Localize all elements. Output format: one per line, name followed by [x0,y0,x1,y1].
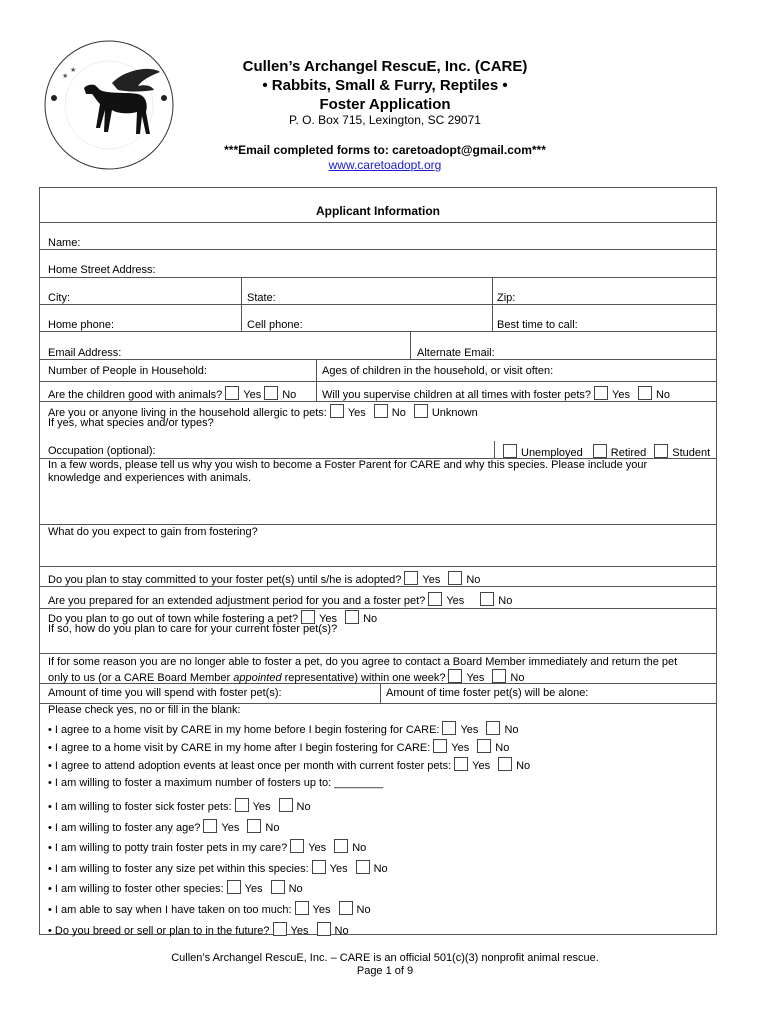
street-field[interactable]: Home Street Address: [48,264,156,276]
potty-no-checkbox[interactable] [334,839,348,853]
other-species-no-checkbox[interactable] [271,880,285,894]
too-much-no-checkbox[interactable] [339,901,353,915]
breed-sell-item [48,922,349,938]
adoption-events-yes-checkbox[interactable] [454,757,468,771]
breed-sell-no-checkbox[interactable] [317,922,331,936]
no-label: No [466,574,481,586]
applicant-form [39,187,717,935]
no-label: No [391,407,406,419]
out-of-town-no-checkbox[interactable] [345,610,359,624]
no-label: No [495,742,510,754]
student-checkbox[interactable] [654,444,668,458]
alt-email-field[interactable]: Alternate Email: [417,347,495,359]
yes-label: Yes [290,925,309,937]
committed-yes-checkbox[interactable] [404,571,418,585]
adjustment-no-checkbox[interactable] [480,592,494,606]
no-label: No [498,595,513,607]
yes-label: Yes [451,742,470,754]
any-size-label: • I am willing to foster any size pet within this species: [48,863,309,875]
yes-label: Yes [329,863,348,875]
checklist-intro: Please check yes, no or fill in the blank: [48,704,241,716]
sick-item [48,798,311,814]
breed-sell-label: • Do you breed or sell or plan to in the future? [48,925,270,937]
sick-no-checkbox[interactable] [279,798,293,812]
any-size-item [48,860,388,876]
potty-yes-checkbox[interactable] [290,839,304,853]
care-logo [42,38,176,172]
committed-no-checkbox[interactable] [448,571,462,585]
supervise-yes-checkbox[interactable] [594,386,608,400]
no-label: No [288,883,303,895]
no-label: No [504,724,519,736]
return-pet-question-2 [48,669,524,685]
too-much-item [48,901,371,917]
return-pet-text-a: only to us (or a CARE Board Member [48,672,234,684]
visit-before-no-checkbox[interactable] [486,721,500,735]
potty-label: • I am willing to potty train foster pets in my care? [48,842,288,854]
time-alone-field[interactable]: Amount of time foster pet(s) will be alone: [386,687,589,699]
out-of-town-label: Do you plan to go out of town while fostering a pet? [48,613,299,625]
adoption-events-label: • I agree to attend adoption events at least once per month with current foster pets: [48,760,452,772]
allergy-unknown-checkbox[interactable] [414,404,428,418]
org-name: Cullen’s Archangel RescuE, Inc. (CARE) [242,58,528,75]
visit-after-yes-checkbox[interactable] [433,739,447,753]
email-field[interactable]: Email Address: [48,347,122,359]
unemployed-checkbox[interactable] [503,444,517,458]
retired-checkbox[interactable] [593,444,607,458]
visit-before-yes-checkbox[interactable] [442,721,456,735]
yes-label: Yes [446,595,465,607]
allergy-no-checkbox[interactable] [374,404,388,418]
adoption-events-no-checkbox[interactable] [498,757,512,771]
yes-label: Yes [312,904,331,916]
visit-after-label: • I agree to a home visit by CARE in my home after I begin fostering for CARE: [48,742,431,754]
children-good-label: Are the children good with animals? [48,389,223,401]
children-good-question [48,386,296,402]
no-label: No [363,613,378,625]
no-label: No [265,822,280,834]
no-label: No [352,842,367,854]
potty-item [48,839,366,855]
name-field[interactable]: Name: [48,237,81,249]
other-species-label: • I am willing to foster other species: [48,883,224,895]
yes-label: Yes [252,801,271,813]
visit-before-item [48,721,519,737]
return-pet-text-b: appointed [233,672,282,684]
state-field[interactable]: State: [247,292,276,304]
city-field[interactable]: City: [48,292,70,304]
return-pet-yes-checkbox[interactable] [448,669,462,683]
yes-label: Yes [422,574,441,586]
svg-text:★: ★ [62,73,69,80]
any-size-no-checkbox[interactable] [356,860,370,874]
footer-note: Cullen’s Archangel RescuE, Inc. – CARE is an official 501(c)(3) nonprofit animal rescue. [171,952,599,964]
sick-yes-checkbox[interactable] [235,798,249,812]
home-phone-field[interactable]: Home phone: [48,319,115,331]
committed-label: Do you plan to stay committed to your foster pet(s) until s/he is adopted? [48,574,402,586]
yes-label: Yes [466,672,485,684]
allergy-label: Are you or anyone living in the household allergic to pets: [48,407,327,419]
visit-after-no-checkbox[interactable] [477,739,491,753]
yes-label: Yes [612,389,630,401]
adjustment-label: Are you prepared for an extended adjustment period for you and a foster pet? [48,595,426,607]
other-species-yes-checkbox[interactable] [227,880,241,894]
no-label: No [356,904,371,916]
allergy-yes-checkbox[interactable] [330,404,344,418]
any-age-no-checkbox[interactable] [247,819,261,833]
breed-sell-yes-checkbox[interactable] [273,922,287,936]
other-species-item [48,880,303,896]
yes-label: Yes [221,822,240,834]
children-good-yes-checkbox[interactable] [225,386,239,400]
supervise-no-checkbox[interactable] [638,386,652,400]
return-pet-text-c: representative) within one week? [281,672,446,684]
any-age-label: • I am willing to foster any age? [48,822,201,834]
no-label: No [516,760,531,772]
adjustment-yes-checkbox[interactable] [428,592,442,606]
children-ages-field[interactable]: Ages of children in the household, or visit often: [322,365,554,377]
out-of-town-followup[interactable]: If so, how do you plan to care for your current foster pet(s)? [48,623,338,635]
form-title: Foster Application [319,96,451,113]
best-time-field[interactable]: Best time to call: [497,319,578,331]
yes-label: Yes [460,724,479,736]
unemployed-label: Unemployed [521,447,583,459]
svg-text:★: ★ [70,67,77,74]
household-count-field[interactable]: Number of People in Household: [48,365,207,377]
time-spend-field[interactable]: Amount of time you will spend with foster pet(s): [48,687,282,699]
mailing-address: P. O. Box 715, Lexington, SC 29071 [289,113,481,127]
no-label: No [373,863,388,875]
no-label: No [296,801,311,813]
email-instructions: ***Email completed forms to: caretoadopt@gmail.com*** [224,143,546,157]
no-label: No [655,389,671,401]
yes-label: Yes [244,883,263,895]
return-pet-no-checkbox[interactable] [492,669,506,683]
too-much-yes-checkbox[interactable] [295,901,309,915]
yes-label: Yes [243,389,262,401]
any-size-yes-checkbox[interactable] [312,860,326,874]
website-wrap [180,159,590,172]
supervise-question [322,386,670,402]
yes-label: Yes [472,760,491,772]
yes-label: Yes [319,613,338,625]
section-title: Applicant Information [316,204,440,218]
species-line: • Rabbits, Small & Furry, Reptiles • [262,77,508,94]
zip-field[interactable]: Zip: [497,292,516,304]
why-foster-question[interactable]: In a few words, please tell us why you wish to become a Foster Parent for CARE and why this species. Please include your [48,459,648,471]
occupation-field[interactable]: Occupation (optional): [48,445,156,457]
children-good-no-checkbox[interactable] [264,386,278,400]
website-link[interactable]: www.caretoadopt.org [328,158,442,172]
return-pet-question: If for some reason you are no longer able to foster a pet, do you agree to contact a Board Member immediately and return the pet [48,656,678,668]
max-fosters-item[interactable]: • I am willing to foster a maximum number of fosters up to: ________ [48,777,384,789]
gain-question[interactable]: What do you expect to gain from fostering? [48,526,258,538]
any-age-yes-checkbox[interactable] [203,819,217,833]
cell-phone-field[interactable]: Cell phone: [247,319,303,331]
adoption-events-item [48,757,530,773]
occupation-options [500,444,710,460]
retired-label: Retired [610,447,647,459]
too-much-label: • I am able to say when I have taken on too much: [48,904,292,916]
visit-before-label: • I agree to a home visit by CARE in my home before I begin fostering for CARE: [48,724,440,736]
student-label: Student [672,447,711,459]
supervise-label: Will you supervise children at all times with foster pets? [322,389,591,401]
page-number: Page 1 of 9 [356,965,414,977]
any-age-item [48,819,279,835]
allergy-followup[interactable]: If yes, what species and/or types? [48,417,214,429]
out-of-town-yes-checkbox[interactable] [301,610,315,624]
no-label: No [510,672,525,684]
adjustment-question [48,592,512,608]
no-label: No [282,389,297,401]
why-foster-question-2: knowledge and experiences with animals. [48,472,252,484]
unknown-label: Unknown [431,407,478,419]
visit-after-item [48,739,509,755]
yes-label: Yes [347,407,366,419]
no-label: No [334,925,349,937]
yes-label: Yes [308,842,327,854]
committed-question [48,571,480,587]
sick-label: • I am willing to foster sick foster pets: [48,801,232,813]
